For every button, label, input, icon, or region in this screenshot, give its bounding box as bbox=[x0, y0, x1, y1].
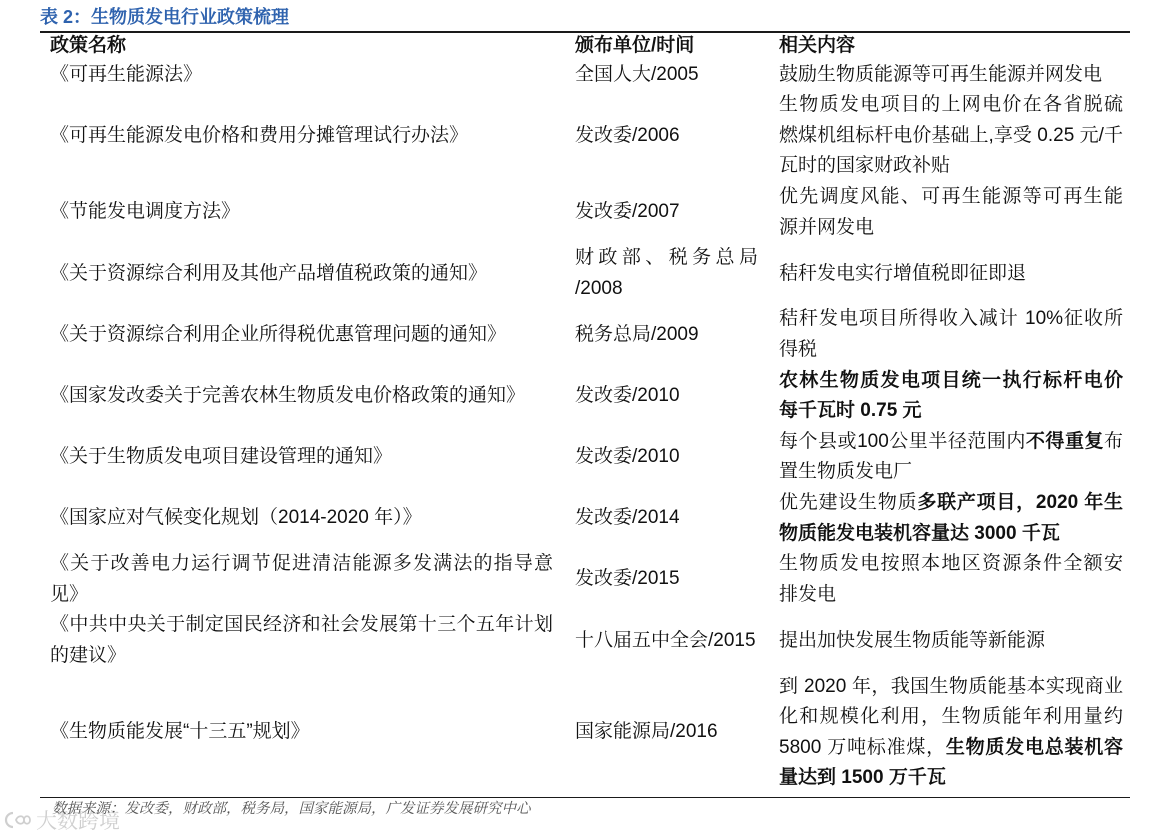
table-row bbox=[0, 488, 1158, 549]
issuer-line: 财政部、税务总局 bbox=[575, 247, 758, 269]
content-text: 布 bbox=[1103, 430, 1123, 452]
content-cell bbox=[779, 549, 1123, 610]
content-text: 秸秆发电实行增值税即征即退 bbox=[779, 262, 1027, 284]
content-line bbox=[779, 259, 1123, 290]
content-cell bbox=[779, 488, 1123, 549]
content-bold-text: 物质能发电装机容量达 3000 千瓦 bbox=[779, 522, 1060, 544]
policy-name-cell bbox=[50, 381, 553, 412]
content-cell bbox=[779, 626, 1123, 657]
content-text: 源并网发电 bbox=[779, 216, 875, 238]
watermark-text: 大数跨境 bbox=[36, 810, 120, 833]
issuer-cell bbox=[575, 503, 758, 534]
content-line bbox=[779, 121, 1123, 152]
content-text: 置生物质发电厂 bbox=[779, 461, 913, 483]
policy-name-line: 《中共中央关于制定国民经济和社会发展第十三个五年计划 bbox=[50, 614, 553, 636]
issuer-cell bbox=[575, 564, 758, 595]
content-line bbox=[779, 580, 1123, 611]
issuer-cell bbox=[575, 320, 758, 351]
issuer-line: 国家能源局/2016 bbox=[575, 721, 718, 743]
content-text: 排发电 bbox=[779, 583, 837, 605]
policy-name-cell bbox=[50, 610, 553, 671]
content-cell bbox=[779, 60, 1123, 91]
content-bold-text: 多联产项目，2020 年生 bbox=[917, 492, 1123, 513]
content-text: 生物质发电项目的上网电价在各省脱硫 bbox=[779, 94, 1123, 116]
watermark bbox=[2, 806, 120, 834]
issuer-cell bbox=[575, 626, 758, 657]
content-text: 优先调度风能、可再生能源等可再生能 bbox=[779, 186, 1123, 208]
content-line bbox=[779, 304, 1123, 335]
issuer-line: 发改委/2014 bbox=[575, 507, 680, 529]
table-title: 表 2：生物质发电行业政策梳理 bbox=[40, 7, 290, 27]
policy-name-line: 的建议》 bbox=[50, 644, 127, 666]
table-row bbox=[0, 610, 1158, 671]
header-issuer: 颁布单位/时间 bbox=[575, 35, 695, 56]
issuer-line: 发改委/2015 bbox=[575, 568, 680, 590]
table-row bbox=[0, 672, 1158, 794]
content-line bbox=[779, 427, 1123, 458]
policy-name-line: 《国家应对气候变化规划（2014-2020 年）》 bbox=[50, 507, 422, 529]
content-line bbox=[779, 488, 1123, 519]
content-cell bbox=[779, 672, 1123, 794]
content-bold-text: 量达到 1500 万千瓦 bbox=[779, 767, 946, 789]
content-text: 得税 bbox=[779, 339, 818, 361]
policy-name-line: 见》 bbox=[50, 583, 89, 605]
issuer-cell bbox=[575, 243, 758, 304]
issuer-cell bbox=[575, 381, 758, 412]
table-header-row bbox=[0, 33, 1158, 59]
policy-name-cell bbox=[50, 503, 553, 534]
table-row bbox=[0, 90, 1158, 182]
policy-name-line: 《生物质能发展“十三五”规划》 bbox=[50, 721, 310, 743]
issuer-line: 发改委/2006 bbox=[575, 124, 680, 146]
content-text: 每个县或100公里半径范围内 bbox=[779, 430, 1026, 452]
table-row bbox=[0, 243, 1158, 304]
policy-name-line: 《关于资源综合利用及其他产品增值税政策的通知》 bbox=[50, 262, 488, 284]
content-bold-text: 每千瓦时 0.75 元 bbox=[779, 400, 922, 422]
policy-name-line: 《关于改善电力运行调节促进清洁能源多发满法的指导意 bbox=[50, 553, 553, 575]
data-source-note: 数据来源：发改委，财政部，税务局，国家能源局，广发证券发展研究中心 bbox=[52, 801, 531, 817]
content-text: 秸秆发电项目所得收入减计 10%征收所 bbox=[779, 308, 1123, 330]
content-line bbox=[779, 702, 1123, 733]
issuer-line: 税务总局/2009 bbox=[575, 323, 699, 345]
content-line bbox=[779, 151, 1123, 182]
issuer-cell bbox=[575, 197, 758, 228]
table-row bbox=[0, 304, 1158, 365]
content-text: 提出加快发展生物质能等新能源 bbox=[779, 629, 1046, 651]
content-cell bbox=[779, 366, 1123, 427]
content-line bbox=[779, 763, 1123, 794]
table-bottom-rule bbox=[40, 797, 1130, 798]
content-line bbox=[779, 396, 1123, 427]
content-line bbox=[779, 519, 1123, 550]
content-bold-text: 农林生物质发电项目统一执行标杆电价 bbox=[779, 369, 1123, 391]
content-cell bbox=[779, 182, 1123, 243]
content-cell bbox=[779, 427, 1123, 488]
issuer-line: 十八届五中全会/2015 bbox=[575, 629, 756, 651]
issuer-cell bbox=[575, 60, 758, 91]
content-text: 鼓励生物质能源等可再生能源并网发电 bbox=[779, 63, 1103, 85]
policy-name-line: 《节能发电调度方法》 bbox=[50, 201, 241, 223]
policy-name-cell bbox=[50, 320, 553, 351]
policy-name-cell bbox=[50, 60, 553, 91]
issuer-line: /2008 bbox=[575, 277, 623, 299]
content-cell bbox=[779, 304, 1123, 365]
content-text: 5800 万吨标准煤， bbox=[779, 736, 946, 758]
issuer-line: 发改委/2007 bbox=[575, 201, 680, 223]
issuer-cell bbox=[575, 121, 758, 152]
policy-name-line: 《可再生能源发电价格和费用分摊管理试行办法》 bbox=[50, 124, 469, 146]
issuer-cell bbox=[575, 717, 758, 748]
policy-name-cell bbox=[50, 259, 553, 290]
policy-name-cell bbox=[50, 442, 553, 473]
content-line bbox=[779, 672, 1123, 703]
content-line bbox=[779, 335, 1123, 366]
policy-name-cell bbox=[50, 549, 553, 610]
watermark-logo-icon bbox=[2, 809, 32, 831]
content-line bbox=[779, 182, 1123, 213]
content-bold-text: 不得重复 bbox=[1025, 430, 1104, 452]
table-row bbox=[0, 182, 1158, 243]
content-text: 到 2020 年，我国生物质能基本实现商业 bbox=[779, 675, 1123, 697]
table-row bbox=[0, 60, 1158, 91]
policy-name-line: 《关于资源综合利用企业所得税优惠管理问题的通知》 bbox=[50, 323, 507, 345]
content-line bbox=[779, 549, 1123, 580]
content-line bbox=[779, 60, 1123, 91]
issuer-line: 全国人大/2005 bbox=[575, 63, 699, 85]
content-cell bbox=[779, 259, 1123, 290]
header-content: 相关内容 bbox=[779, 35, 856, 56]
issuer-line: 发改委/2010 bbox=[575, 446, 680, 468]
content-text: 化和规模化利用，生物质能年利用量约 bbox=[779, 706, 1123, 728]
policy-table-body bbox=[0, 60, 1158, 794]
policy-name-line: 《关于生物质发电项目建设管理的通知》 bbox=[50, 446, 393, 468]
content-line bbox=[779, 366, 1123, 397]
content-cell bbox=[779, 90, 1123, 182]
content-text: 瓦时的国家财政补贴 bbox=[779, 155, 951, 177]
content-bold-text: 生物质发电总装机容 bbox=[945, 736, 1123, 758]
header-policy-name: 政策名称 bbox=[50, 35, 127, 56]
content-line bbox=[779, 90, 1123, 121]
content-text: 燃煤机组标杆电价基础上,享受 0.25 元/千 bbox=[779, 124, 1123, 146]
issuer-cell bbox=[575, 442, 758, 473]
table-row bbox=[0, 366, 1158, 427]
content-line bbox=[779, 626, 1123, 657]
table-row bbox=[0, 549, 1158, 610]
table-row bbox=[0, 427, 1158, 488]
content-line bbox=[779, 213, 1123, 244]
policy-name-line: 《国家发改委关于完善农林生物质发电价格政策的通知》 bbox=[50, 384, 526, 406]
policy-name-line: 《可再生能源法》 bbox=[50, 63, 203, 85]
content-text: 优先建设生物质 bbox=[779, 492, 918, 513]
content-line bbox=[779, 457, 1123, 488]
policy-name-cell bbox=[50, 717, 553, 748]
content-text: 生物质发电按照本地区资源条件全额安 bbox=[779, 553, 1123, 575]
issuer-line: 发改委/2010 bbox=[575, 384, 680, 406]
policy-name-cell bbox=[50, 121, 553, 152]
policy-name-cell bbox=[50, 197, 553, 228]
content-line bbox=[779, 733, 1123, 764]
